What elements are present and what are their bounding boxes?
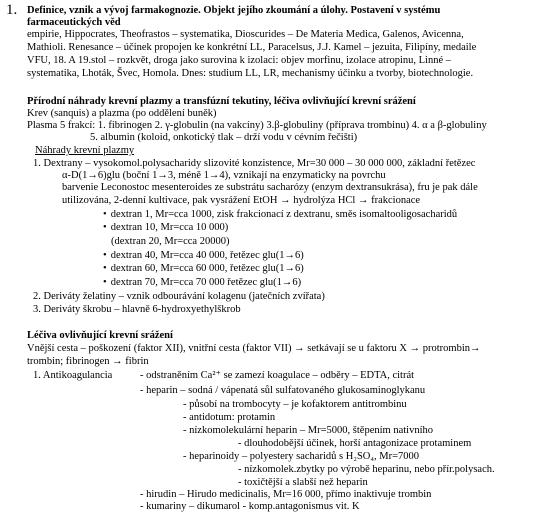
antikoagulancia-label: 1. Antikoagulancia: [33, 370, 113, 381]
anticoag-line: - heparinoidy – polyestery sacharidů s H₂SO₄, Mr=7000: [183, 451, 420, 462]
section-number: 1.: [6, 2, 18, 18]
dextran-fraction-item: [103, 263, 304, 275]
section2-intro-line1: Krev (sanquis) a plazma (po oddělení buněk): [27, 108, 217, 119]
anticoag-line: - nízkomolekulární heparin – Mr=5000, štěpením nativního: [183, 425, 433, 436]
subheading-plasma-substitutes: Náhrady krevní plazmy: [35, 145, 135, 156]
section2-intro-line3: 5. albumin (koloid, onkotický tlak – drží vodu v cévním řečišti): [90, 132, 358, 143]
section3-heading: Léčiva ovlivňující krevní srážení: [27, 330, 173, 341]
section3-intro-line2: trombin; fibrinogen → fibrin: [27, 356, 149, 367]
section1-body-line1: empirie, Hippocrates, Theofrastos – systematika, Dioscurides – De Materia Medica, Galenos, Avicenna,: [27, 29, 464, 40]
anticoag-line: - kumariny – dikumarol - komp.antagonismus vit. K: [140, 501, 360, 512]
anticoag-line: - dlouhodobější účinek, horší antagonizace protaminem: [238, 438, 472, 449]
dextran-fraction-item: [111, 236, 229, 248]
anticoag-line: - antidotum: protamin: [183, 412, 276, 423]
dextrany-line3: barvenie Leconostoc mesenteroides ze substrátu sacharózy (enzym dextransukrása), fru je pak dále: [62, 182, 478, 193]
dextran-fraction-item: [103, 209, 457, 221]
dextran-fraction-item: [103, 250, 304, 262]
section2-intro-line2: Plasma 5 frakcí: 1. fibrinogen 2. γ-globulin (na vakcíny) 3.β-globuliny (příprava trombinu) 4. α a β-globuliny: [27, 120, 487, 131]
anticoag-line: - heparin – sodná / vápenatá sůl sulfatovaného glukosaminoglykanu: [140, 385, 426, 396]
section1-body-line2: Mathioli. Renesance – účinek propojen ke konkrétní LL, Paracelsus, J.J. Kamel – jezuita, Filipíny, medaile: [27, 42, 477, 53]
dextran-fraction-text: dextran 60, Mr=cca 60 000, řetězec glu(1→6): [110, 263, 304, 274]
anticoag-line: - odstraněním Ca²⁺ se zamezí koagulace – odběry – EDTA, citrát: [140, 370, 415, 381]
section1-heading-line2: farmaceutických věd: [27, 17, 121, 28]
derivaty-zelatiny: 2. Deriváty želatiny – vznik odbourávání kolagenu (jatečních zvířata): [33, 291, 325, 302]
section1-body-line3: VFU, 18. A 19.stol – rozkvět, droga jako surovina k izolaci: objev morfinu, izolace atropinu, Linné –: [27, 55, 451, 66]
section2-heading: Přírodní náhrady krevní plazmy a transfúzní tekutiny, léčiva ovlivňující krevní srážení: [27, 96, 416, 107]
dextran-fraction-text: (dextran 20, Mr=cca 20000): [111, 236, 230, 247]
dextran-fraction-item: [103, 222, 228, 234]
dextran-fraction-item: [103, 277, 301, 289]
dextran-fraction-text: dextran 10, Mr=cca 10 000): [110, 222, 229, 233]
dextran-fraction-text: dextran 70, Mr=cca 70 000 řetězec glu(1→6): [110, 277, 302, 288]
section3-intro-line1: Vnější cesta – poškození (faktor XII), vnitřní cesta (faktor VII) → setkávají se u faktoru X → protrombin→: [27, 343, 481, 354]
derivaty-skrobu: 3. Deriváty škrobu – hlavně 6-hydroxyethylškrob: [33, 304, 241, 315]
section1-body-line4: systematika, Lhoták, Švec, Homola. Dnes: studium LL, LR, mechanismy účinku a tvorby, biotechnologie.: [27, 68, 474, 79]
anticoag-line: - hirudin – Hirudo medicinalis, Mr=16 000, přímo inaktivuje trombin: [140, 489, 432, 500]
dextran-fraction-text: dextran 1, Mr=cca 1000, zisk frakcionací z dextranu, směs isomaltooligosacharidů: [110, 209, 458, 220]
anticoag-line: - nízkomolek.zbytky po výrobě heparinu, nebo přír.polysach.: [238, 464, 495, 475]
anticoag-line: - působí na trombocyty – je kofaktorem antitrombinu: [183, 399, 407, 410]
dextrany-line4: utilizována, 2-denní kultivace, pak vysrážení EtOH → hydrolýza HCl → frakcionace: [62, 195, 421, 206]
dextrany-line1: 1. Dextrany – vysokomol.polysacharidy slizovité konzistence, Mr=30 000 – 30 000 000, základní řetězec: [33, 158, 476, 169]
dextran-fraction-text: dextran 40, Mr=cca 40 000, řetězec glu(1→6): [110, 250, 304, 261]
dextrany-line2: α-D(1→6)glu (boční 1→3, méně 1→4), vznikají na enzymaticky na povrchu: [62, 170, 386, 181]
anticoag-line: - toxičtější a slabší než heparin: [238, 477, 368, 488]
section1-heading-line1: Definice, vznik a vývoj farmakognozie. Objekt jejího zkoumání a úlohy. Postavení v systému: [27, 5, 441, 16]
